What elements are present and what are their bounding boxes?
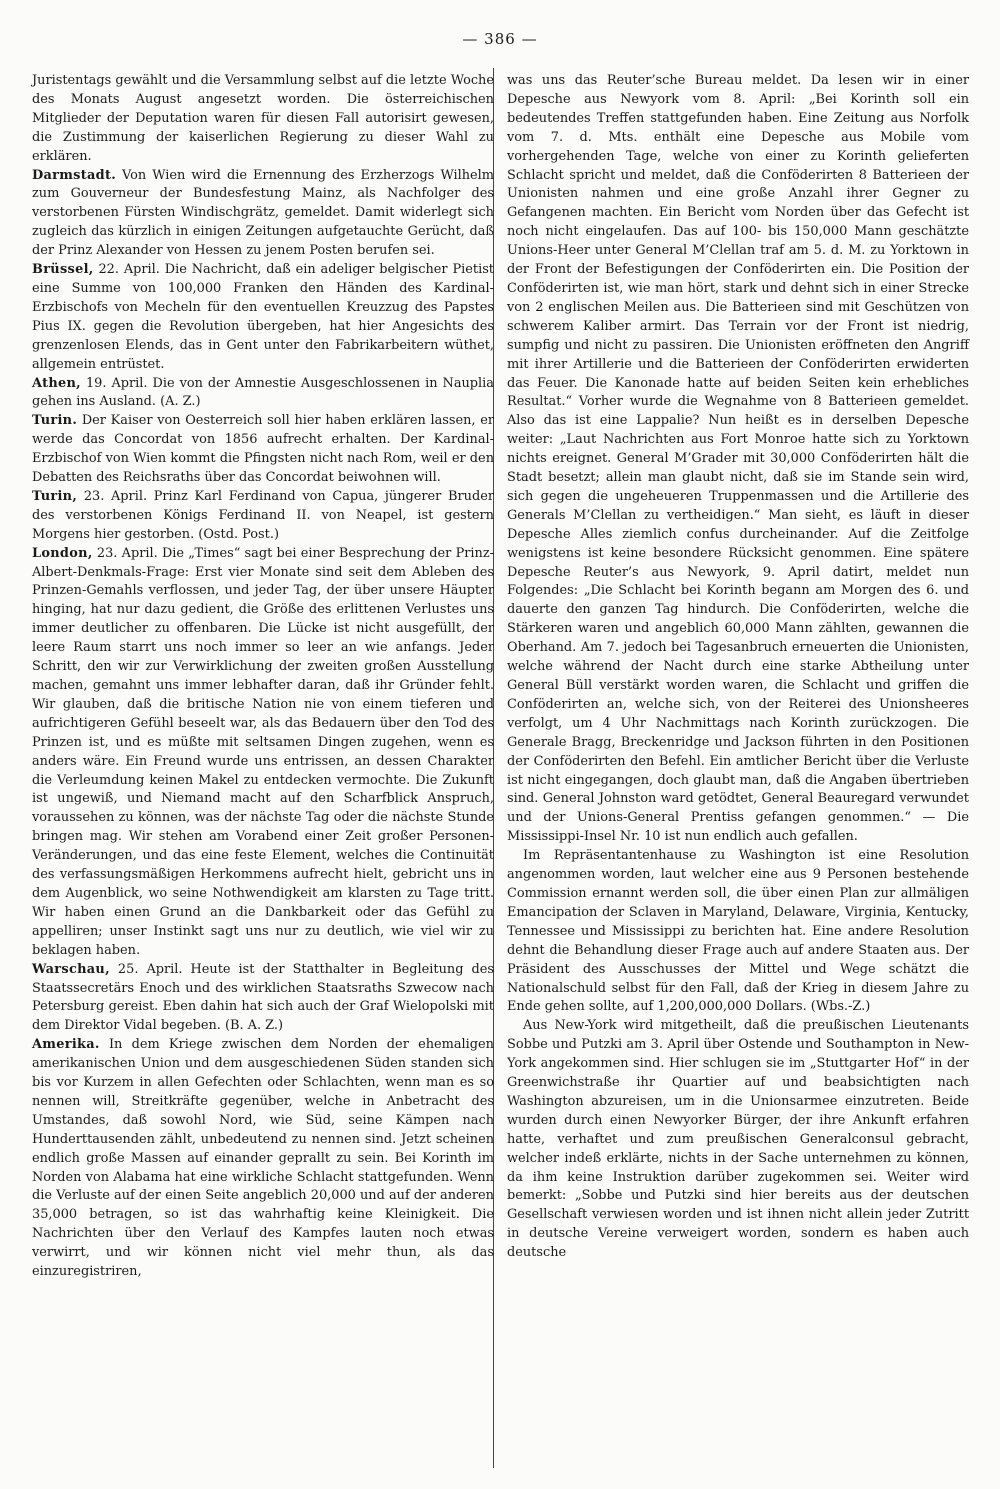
article-paragraph: London, 23. April. Die „Times“ sagt bei einer Besprechung der Prinz-Albert-Denkmals-Frage: Erst vier Monate sind seit dem Ableben des Prinzen-Gemahls verflossen, und jeder Tag, der über unsere Häupter hinging, hat nur dazu gedient, die Größe des erlittenen Verlustes uns immer deutlicher zu offenbaren. Die Lücke ist nicht ausgefüllt, der leere Raum starrt uns noch immer so leer an wie anfangs. Jeder Schritt, den wir zur Verwirklichung der zweiten großen Ausstellung machen, gemahnt uns immer lebhafter daran, daß ihr Gründer fehlt. Wir glauben, daß die britische Nation nie von einem tieferen und aufrichtigeren Gefühl beseelt war, als das Bedauern über den Tod des Prinzen ist, und es müßte mit seltsamen Dingen zugehen, wenn es anders wäre. Ein Freund wurde uns entrissen, an dessen Charakter die Verleumdung keinen Makel zu entdecken vermochte. Die Zukunft ist ungewiß, und Niemand macht auf den Scharfblick Anspruch, voraussehen zu können, was der nächste Tag oder die nächste Stunde bringen mag. Wir stehen am Vorabend einer Zeit großer Personen-Veränderungen, und das eine feste Element, welches die Continuität des verfassungsmäßigen Herkommens aufrecht hielt, gebricht uns in dem Augenblick, wo seine Nothwendigkeit am klarsten zu Tage tritt. Wir haben einen Grund an die Dankbarkeit oder das Gefühl zu appelliren; unser Instinkt sagt uns nur zu deutlich, wie viel wir zu beklagen haben.	[32, 545, 494, 958]
dateline: Turin,	[32, 488, 78, 504]
article-paragraph: Warschau, 25. April. Heute ist der Statthalter in Begleitung des Staatssecretärs Enoch und des wirklichen Staatsraths Szwecow nach Petersburg gereist. Eben dahin hat sich auch der Graf Wielopolski mit dem Direktor Vidal begeben. (B. A. Z.)	[32, 961, 494, 1034]
dateline: Warschau,	[32, 961, 110, 977]
right-column	[507, 72, 969, 1263]
article-paragraph: Turin, 23. April. Prinz Karl Ferdinand von Capua, jüngerer Bruder des verstorbenen Königs Ferdinand II. von Neapel, ist gestern Morgens hier gestorben. (Ostd. Post.)	[32, 488, 494, 542]
left-column	[32, 72, 494, 1282]
dateline: Athen,	[32, 375, 81, 391]
article-paragraph: Turin. Der Kaiser von Oesterreich soll hier haben erklären lassen, er werde das Concordat von 1856 aufrecht erhalten. Der Kardinal-Erzbischof von Wien kommt die Pfingsten nicht nach Rom, weil er den Debatten des Reichsraths über das Concordat beiwohnen will.	[32, 413, 494, 486]
article-paragraph: Im Repräsentantenhause zu Washington ist eine Resolution angenommen worden, laut welcher eine aus 9 Personen bestehende Commission ernannt werden soll, die über einen Plan zur allmäligen Emancipation der Sclaven in Maryland, Delaware, Virginia, Kentucky, Tennessee und Mississippi zu berichten hat. Eine andere Resolution dehnt die Behandlung dieser Frage auch auf andere Staaten aus. Der Präsident des Ausschusses der Mittel und Wege schätzt die Nationalschuld selbst für den Fall, daß der Krieg in diesem Jahre zu Ende gehen sollte, auf 1,200,000,000 Dollars. (Wbs.-Z.)	[507, 848, 969, 1015]
dateline: Brüssel,	[32, 262, 94, 278]
article-paragraph: Juristentags gewählt und die Versammlung selbst auf die letzte Woche des Monats August angesetzt worden. Die österreichischen Mitglieder der Deputation waren für diesen Fall autorisirt gewesen, die Zustimmung der kaiserlichen Regierung zu dieser Wahl zu erklären.	[32, 73, 494, 164]
article-paragraph: Brüssel, 22. April. Die Nachricht, daß ein adeliger belgischer Pietist eine Summe von 100,000 Franken den Händen des Kardinal-Erzbischofs von Mecheln für den eventuellen Kreuzzug des Papstes Pius IX. gegen die Revolution übergeben, hat hier Angesichts des grenzenlosen Elends, das in Gent unter den Fabrikarbeitern wüthet, allgemein entrüstet.	[32, 262, 494, 372]
article-paragraph: Aus New-York wird mitgetheilt, daß die preußischen Lieutenants Sobbe und Putzki am 3. April über Ostende und Southampton in New-York angekommen sind. Hier schlugen sie im „Stuttgarter Hof“ in der Greenwichstraße ihr Quartier auf und beabsichtigten nach Washington abzureisen, um in die Unionsarmee einzutreten. Beide wurden durch einen Newyorker Bürger, der ihre Ankunft erfahren hatte, verhaftet und zum preußischen Generalconsul gebracht, welcher indeß erklärte, nichts in der Sache unternehmen zu können, da ihm keine Instruktion darüber zugekommen sei. Weiter wird bemerkt: „Sobbe und Putzki sind hier bereits aus der deutschen Gesellschaft verwiesen worden und ist ihnen nicht allein jeder Zutritt in deutsche Vereine verweigert worden, sondern es haben auch deutsche	[507, 1018, 969, 1261]
article-paragraph: was uns das Reuter’sche Bureau meldet. Da lesen wir in einer Depesche aus Newyork vom 8. April: „Bei Korinth soll ein bedeutendes Treffen stattgefunden haben. Eine Zeitung aus Norfolk vom 7. d. Mts. enthält eine Depesche aus Mobile vom vorhergehenden Tage, welche von einer zu Korinth gelieferten Schlacht spricht und meldet, daß die Conföderirten 8 Batterieen der Unionisten nahmen und eine große Anzahl ihrer Gegner zu Gefangenen machten. Ein Bericht vom Norden über das Gefecht ist noch nicht eingelaufen. Das auf 100- bis 150,000 Mann geschätzte Unions-Heer unter General M’Clellan traf am 5. d. M. zu Yorktown in der Front der Befestigungen der Conföderirten ein. Die Position der Conföderirten ist, wie man hört, stark und dehnt sich in einer Strecke von 2 englischen Meilen aus. Die Batterieen sind mit Geschützen von schwerem Kaliber armirt. Das Terrain vor der Front ist niedrig, sumpfig und nicht zu passiren. Die Unionisten eröffneten den Angriff mit ihrer Artillerie und die Batterieen der Conföderirten erwiderten das Feuer. Die Kanonade hatte auf beiden Seiten kein erhebliches Resultat.“ Vorher wurde die Wegnahme von 8 Batterieen gemeldet. Also das ist eine Lappalie? Nun heißt es in derselben Depesche weiter: „Laut Nachrichten aus Fort Monroe hatte sich zu Yorktown nichts ereignet. General M’Grader mit 30,000 Conföderirten hält die Stadt besetzt; allein man glaubt nicht, daß sie im Stande sein wird, sich gegen die ungeheueren Truppenmassen und die Artillerie des Generals M’Clellan zu vertheidigen.“ Man sieht, es läuft in dieser Depesche Alles ziemlich confus durcheinander. Auf die Zeitfolge wenigstens ist keine besondere Rücksicht genommen. Eine spätere Depesche Reuter’s aus Newyork, 9. April datirt, meldet nun Folgendes: „Die Schlacht bei Korinth begann am Morgen des 6. und dauerte den ganzen Tag hindurch. Die Conföderirten, welche die Stärkeren waren und angeblich 60,000 Mann zählten, gewannen die Oberhand. Am 7. jedoch bei Tagesanbruch erneuerten die Unionisten, welche während der Nacht durch eine starke Abtheilung unter General Büll verstärkt worden waren, die Schlacht und griffen die Conföderirten an, welche sich, von der Reiterei des Unionsheeres verfolgt, um 4 Uhr Nachmittags nach Korinth zurückzogen. Die Generale Bragg, Breckenridge und Jackson führten in den Positionen der Conföderirten den Befehl. Ein amtlicher Bericht über die Verluste ist nicht eingegangen, doch glaubt man, daß die Angaben übertrieben sind. General Johnston ward getödtet, General Beauregard verwundet und der Unions-General Prentiss gefangen genommen.“ — Die Mississippi-Insel Nr. 10 ist nun endlich auch gefallen.	[507, 73, 969, 845]
page-number: — 386 —	[462, 30, 538, 48]
dateline: Amerika.	[32, 1037, 100, 1053]
dateline: Turin.	[32, 413, 78, 429]
article-paragraph: Amerika. In dem Kriege zwischen dem Norden der ehemaligen amerikanischen Union und dem ausgeschiedenen Süden standen sich bis vor Kurzem in allen Gefechten oder Schlachten, wenn man es so nennen will, Streitkräfte gegenüber, welche in Anbetracht des Umstandes, daß sowohl Nord, wie Süd, seine Kämpen nach Hunderttausenden zählt, unbedeutend zu nennen sind. Jetzt scheinen endlich große Massen auf einander geprallt zu sein. Bei Korinth im Norden von Alabama hat eine wirkliche Schlacht stattgefunden. Wenn die Verluste auf der einen Seite angeblich 20,000 und auf der anderen 35,000 betragen, so ist das wahrhaftig keine Kleinigkeit. Die Nachrichten über den Verlauf des Kampfes lauten noch etwas verwirrt, und wir können nicht viel mehr thun, als das einzuregistriren,	[32, 1037, 494, 1280]
article-paragraph: Darmstadt. Von Wien wird die Ernennung des Erzherzogs Wilhelm zum Gouverneur der Bundesfestung Mainz, als Nachfolger des verstorbenen Fürsten Windischgrätz, gemeldet. Damit widerlegt sich zugleich das kürzlich in einigen Zeitungen aufgetauchte Gerücht, daß der Prinz Alexander von Hessen zu jenem Posten berufen sei.	[32, 167, 494, 259]
article-paragraph: Athen, 19. April. Die von der Amnestie Ausgeschlossenen in Nauplia gehen ins Ausland. (A. Z.)	[32, 375, 494, 410]
dateline: Darmstadt.	[32, 167, 116, 183]
dateline: London,	[32, 545, 93, 561]
